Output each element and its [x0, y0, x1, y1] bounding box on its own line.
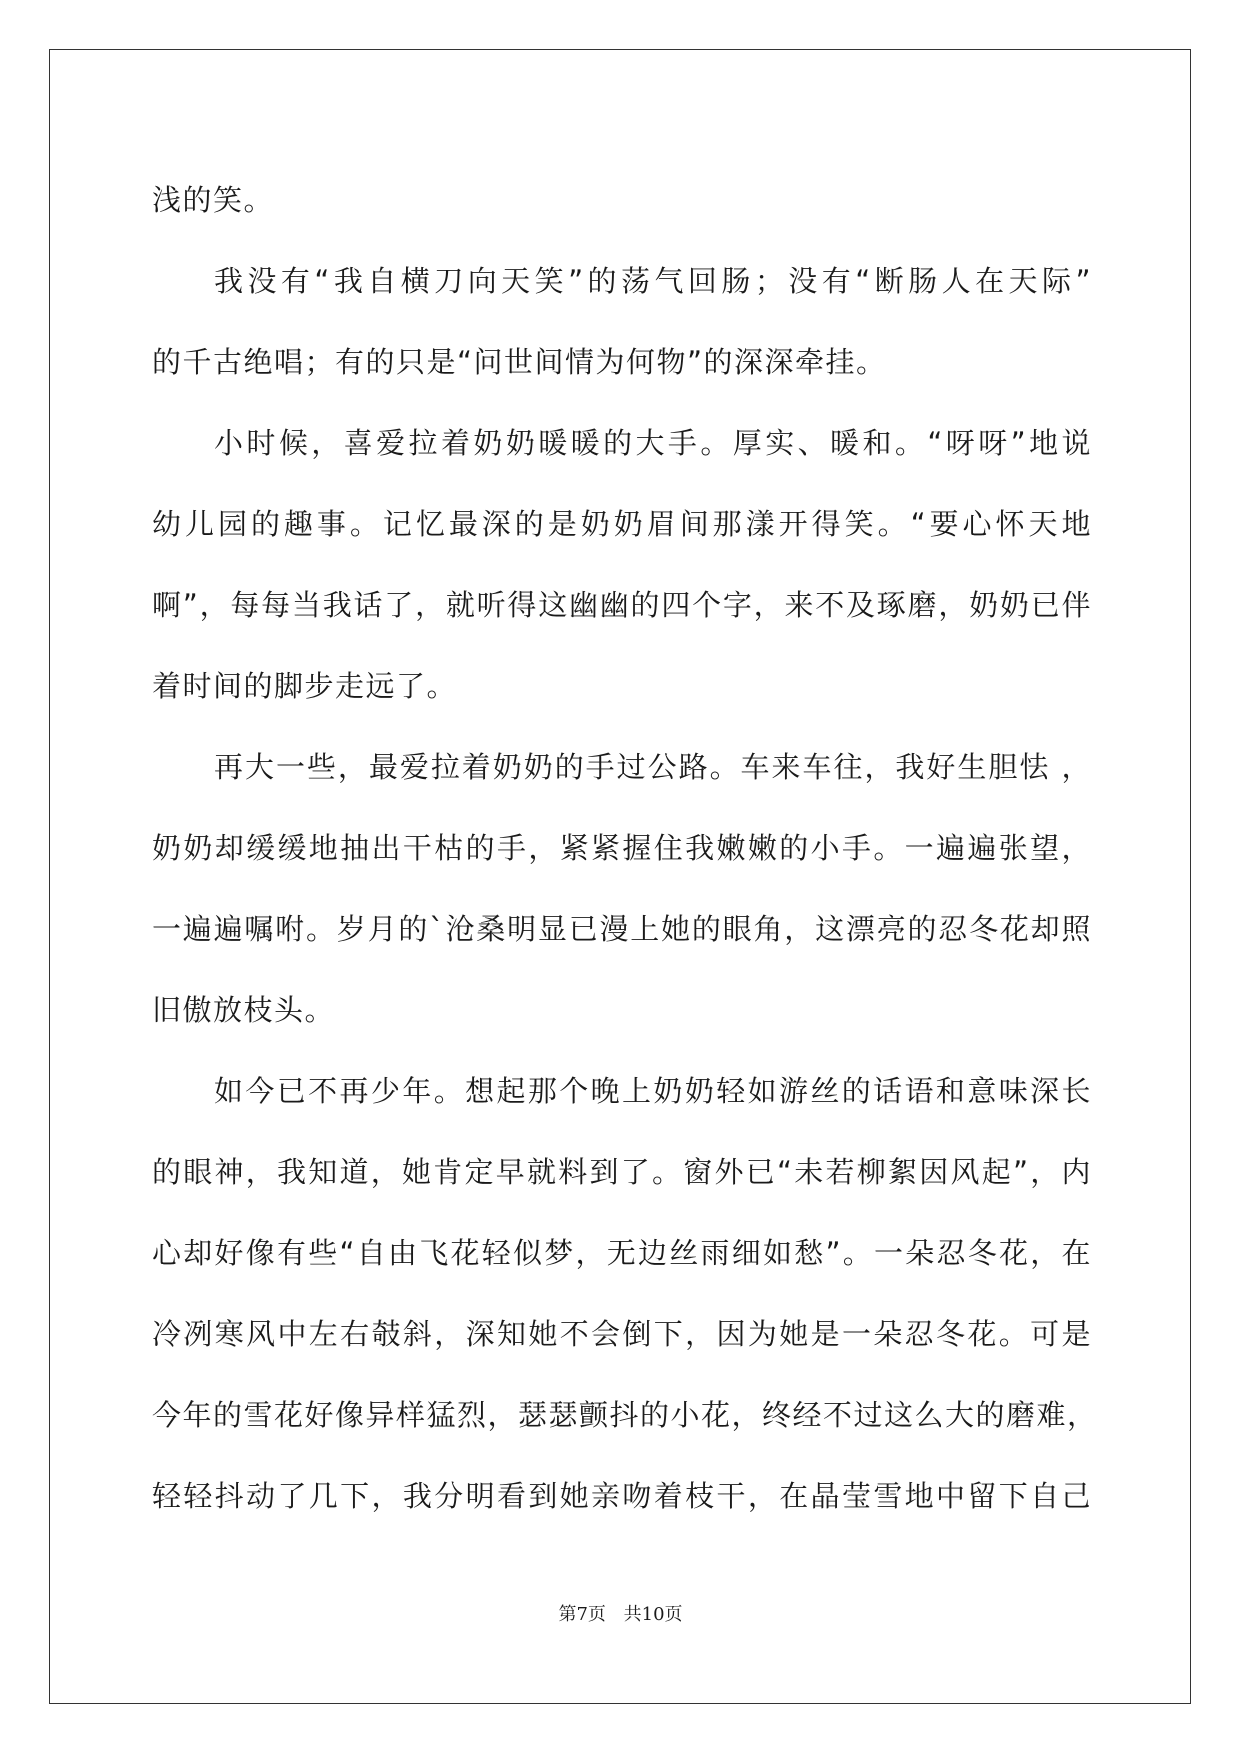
- total-pages: 共10页: [623, 1604, 683, 1625]
- text-line: 浅的笑。: [152, 183, 275, 217]
- text-line: 小时候，喜爱拉着奶奶暖暖的大手。厚实、暖和。“呀呀”地说: [214, 426, 1092, 460]
- text-line: 冷冽寒风中左右攲斜，深知她不会倒下，因为她是一朵忍冬花。可是: [152, 1317, 1092, 1351]
- text-line: 一遍遍嘱咐。岁月的`沧桑明显已漫上她的眼角，这漂亮的忍冬花却照: [152, 912, 1092, 946]
- text-line: 的千古绝唱；有的只是“问世间情为何物”的深深牵挂。: [152, 345, 887, 379]
- current-page-number: 第7页: [558, 1604, 606, 1625]
- text-line: 如今已不再少年。想起那个晚上奶奶轻如游丝的话语和意味深长: [214, 1074, 1092, 1108]
- text-line: 今年的雪花好像异样猛烈，瑟瑟颤抖的小花，终经不过这么大的磨难，: [152, 1398, 1098, 1432]
- text-line: 再大一些，最爱拉着奶奶的手过公路。车来车往，我好生胆怯 ，: [214, 750, 1092, 784]
- body-text: [152, 160, 1098, 1537]
- page-footer: [0, 1600, 1241, 1626]
- text-line: 我没有“我自横刀向天笑”的荡气回肠；没有“断肠人在天际”: [214, 264, 1092, 298]
- text-line: 的眼神，我知道，她肯定早就料到了。窗外已“未若柳絮因风起”，内: [152, 1155, 1092, 1189]
- text-line: 奶奶却缓缓地抽出干枯的手，紧紧握住我嫩嫩的小手。一遍遍张望，: [152, 831, 1092, 865]
- text-line: 旧傲放枝头。: [152, 993, 336, 1027]
- text-line: 幼儿园的趣事。记忆最深的是奶奶眉间那漾开得笑。“要心怀天地: [152, 507, 1092, 541]
- text-line: 啊”，每每当我话了，就听得这幽幽的四个字，来不及琢磨，奶奶已伴: [152, 588, 1092, 622]
- text-line: 着时间的脚步走远了。: [152, 669, 458, 703]
- text-line: 轻轻抖动了几下，我分明看到她亲吻着枝干，在晶莹雪地中留下自己: [152, 1479, 1092, 1513]
- text-line: 心却好像有些“自由飞花轻似梦，无边丝雨细如愁”。一朵忍冬花，在: [152, 1236, 1092, 1270]
